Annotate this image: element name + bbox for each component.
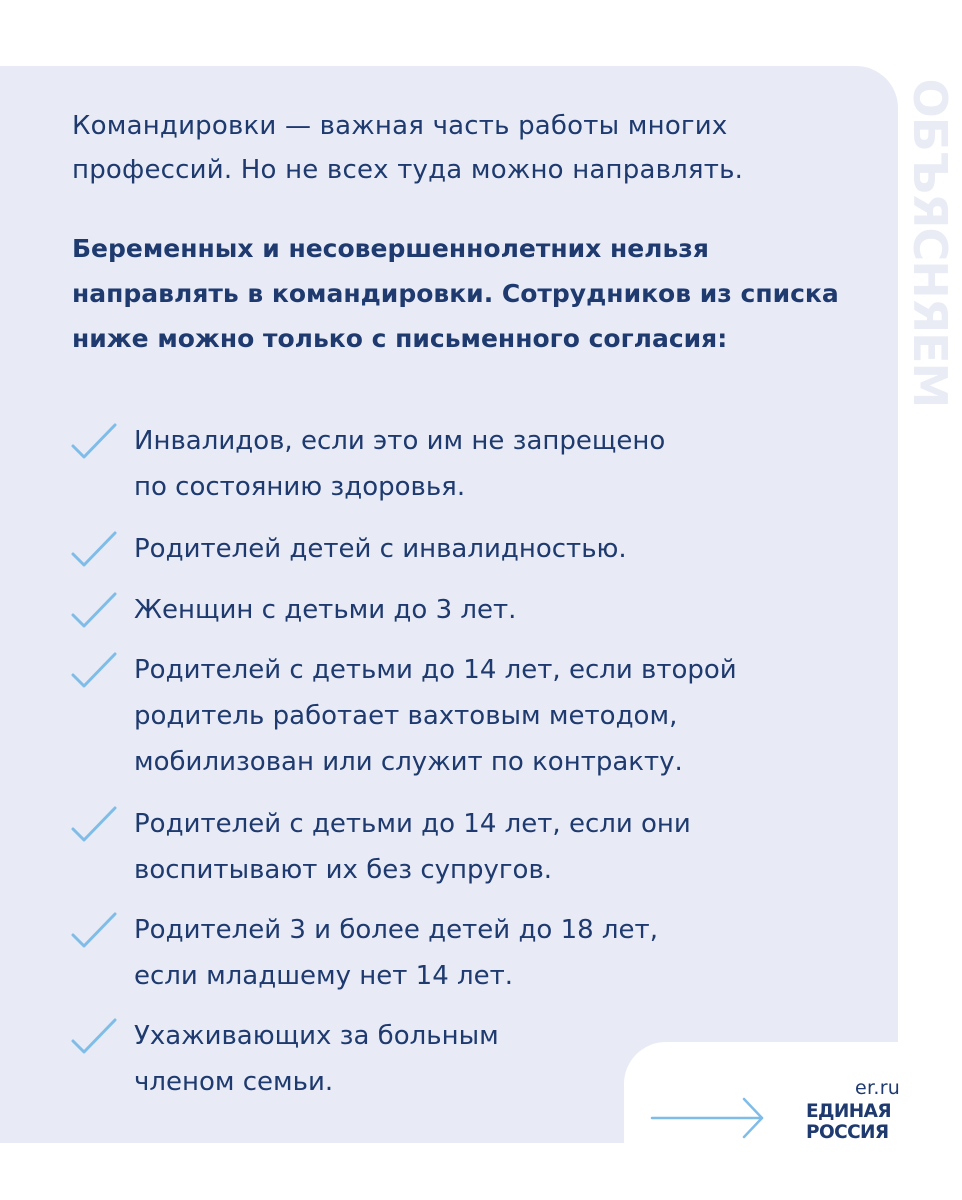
party-logo <box>806 1101 891 1143</box>
lead-text: Беременных и несовершеннолетних нельзя направлять в командировки. Сотрудников из списка ниже можно только с письменного согласия: <box>72 234 839 353</box>
logo-line: РОССИЯ <box>806 1122 889 1143</box>
list-item-text: Родителей детей с инвалидностью. <box>134 534 627 564</box>
check-icon <box>70 911 118 949</box>
check-icon <box>70 530 118 568</box>
list-item-text: Родителей 3 и более детей до 18 лет, если младшему нет 14 лет. <box>134 915 658 991</box>
arrow-right-icon <box>650 1096 770 1140</box>
logo-line: ЕДИНАЯ <box>806 1101 892 1122</box>
check-icon <box>70 805 118 843</box>
side-label: ОБЪЯСНЯЕМ <box>903 78 957 408</box>
list-item-text: Инвалидов, если это им не запрещено по состоянию здоровья. <box>134 426 666 502</box>
check-icon <box>70 422 118 460</box>
site-link[interactable]: er.ru <box>855 1077 901 1099</box>
list-item-text: Женщин с детьми до 3 лет. <box>134 595 517 625</box>
intro-text: Командировки — важная часть работы многих профессий. Но не всех туда можно направлять. <box>72 111 744 185</box>
list-item-text: Ухаживающих за больным членом семьи. <box>134 1021 499 1097</box>
check-icon <box>70 1017 118 1055</box>
check-icon <box>70 651 118 689</box>
list-item-text: Родителей с детьми до 14 лет, если второй родитель работает вахтовым методом, мобилизован или служит по контракту. <box>134 655 737 777</box>
check-icon <box>70 591 118 629</box>
list-item-text: Родителей с детьми до 14 лет, если они воспитывают их без супругов. <box>134 809 691 885</box>
